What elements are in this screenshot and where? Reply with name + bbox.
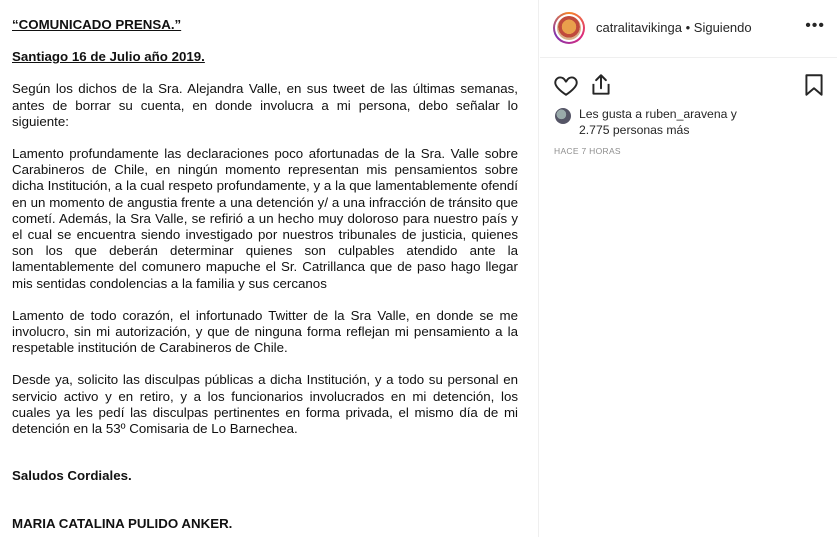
username-link[interactable]: catralitavikinga [596, 20, 682, 35]
heart-icon[interactable] [553, 72, 579, 98]
post-timestamp[interactable]: HACE 7 HORAS [554, 146, 621, 156]
avatar[interactable] [553, 12, 585, 44]
document-date: Santiago 16 de Julio año 2019. [12, 49, 205, 65]
press-release-document [12, 17, 518, 533]
likes-summary [555, 106, 825, 138]
share-icon[interactable] [588, 72, 614, 98]
separator: • [682, 20, 694, 35]
greeting: Saludos Cordiales. [12, 468, 132, 484]
paragraph-3: Lamento de todo corazón, el infortunado Twitter de la Sra Valle, en donde se me involucro, sin mi autorización, y que de ninguna forma reflejan mi pensamiento a la respetable institución de Carabineros de Chile. [12, 307, 518, 356]
paragraph-4: Desde ya, solicito las disculpas públicas a dicha Institución, y a todo su personal en servicio activo y en retiro, y a los funcionarios involucrados en mi detención, los cuales ya les pedí las disculpas pertinentes en forma privada, el mismo día de mi detención en la 53º Comisaria de Lo Barnechea. [12, 372, 518, 437]
liker-avatar[interactable] [555, 108, 571, 124]
post-header [540, 0, 837, 58]
post-sidebar [540, 0, 837, 537]
document-title: “COMUNICADO PRENSA.” [12, 17, 182, 32]
follow-status[interactable]: Siguiendo [693, 20, 752, 35]
action-bar [540, 72, 837, 102]
likes-line-2[interactable]: 2.775 personas más [579, 123, 690, 137]
paragraph-1: Según los dichos de la Sra. Alejandra Valle, en sus tweet de las últimas semanas, antes de borrar su cuenta, en donde involucra a mi persona, debo señalar lo siguiente: [12, 81, 518, 129]
bookmark-icon[interactable] [801, 72, 827, 98]
paragraph-2: Lamento profundamente las declaraciones poco afortunadas de la Sra. Valle sobre Carabineros de Chile, en ningún momento representan mis pensamientos sobre dicha Institución, a la cual respeto profundamente, y a la que lamentablemente ofendí en un momento de angustia frente a una detención y/ a una infracción de tránsito que cometí. Además, la Sra Valle, se refirió a un hecho muy doloroso para nuestro país y el cual se encuentra siendo investigado por nuestros tribunales de justicia, quienes son los que deberán determinar quienes son culpables atendido ante la lamentablemente del comunero mapuche el Sr. Catrillanca que de paso hago llegar mis sentidas condolencias a la familia y sus cercanos [12, 146, 518, 291]
more-options-icon[interactable]: ••• [805, 17, 825, 34]
username-line [596, 20, 752, 35]
signature: MARIA CATALINA PULIDO ANKER. [12, 516, 233, 532]
likes-line-1[interactable]: Les gusta a ruben_aravena y [579, 107, 737, 121]
